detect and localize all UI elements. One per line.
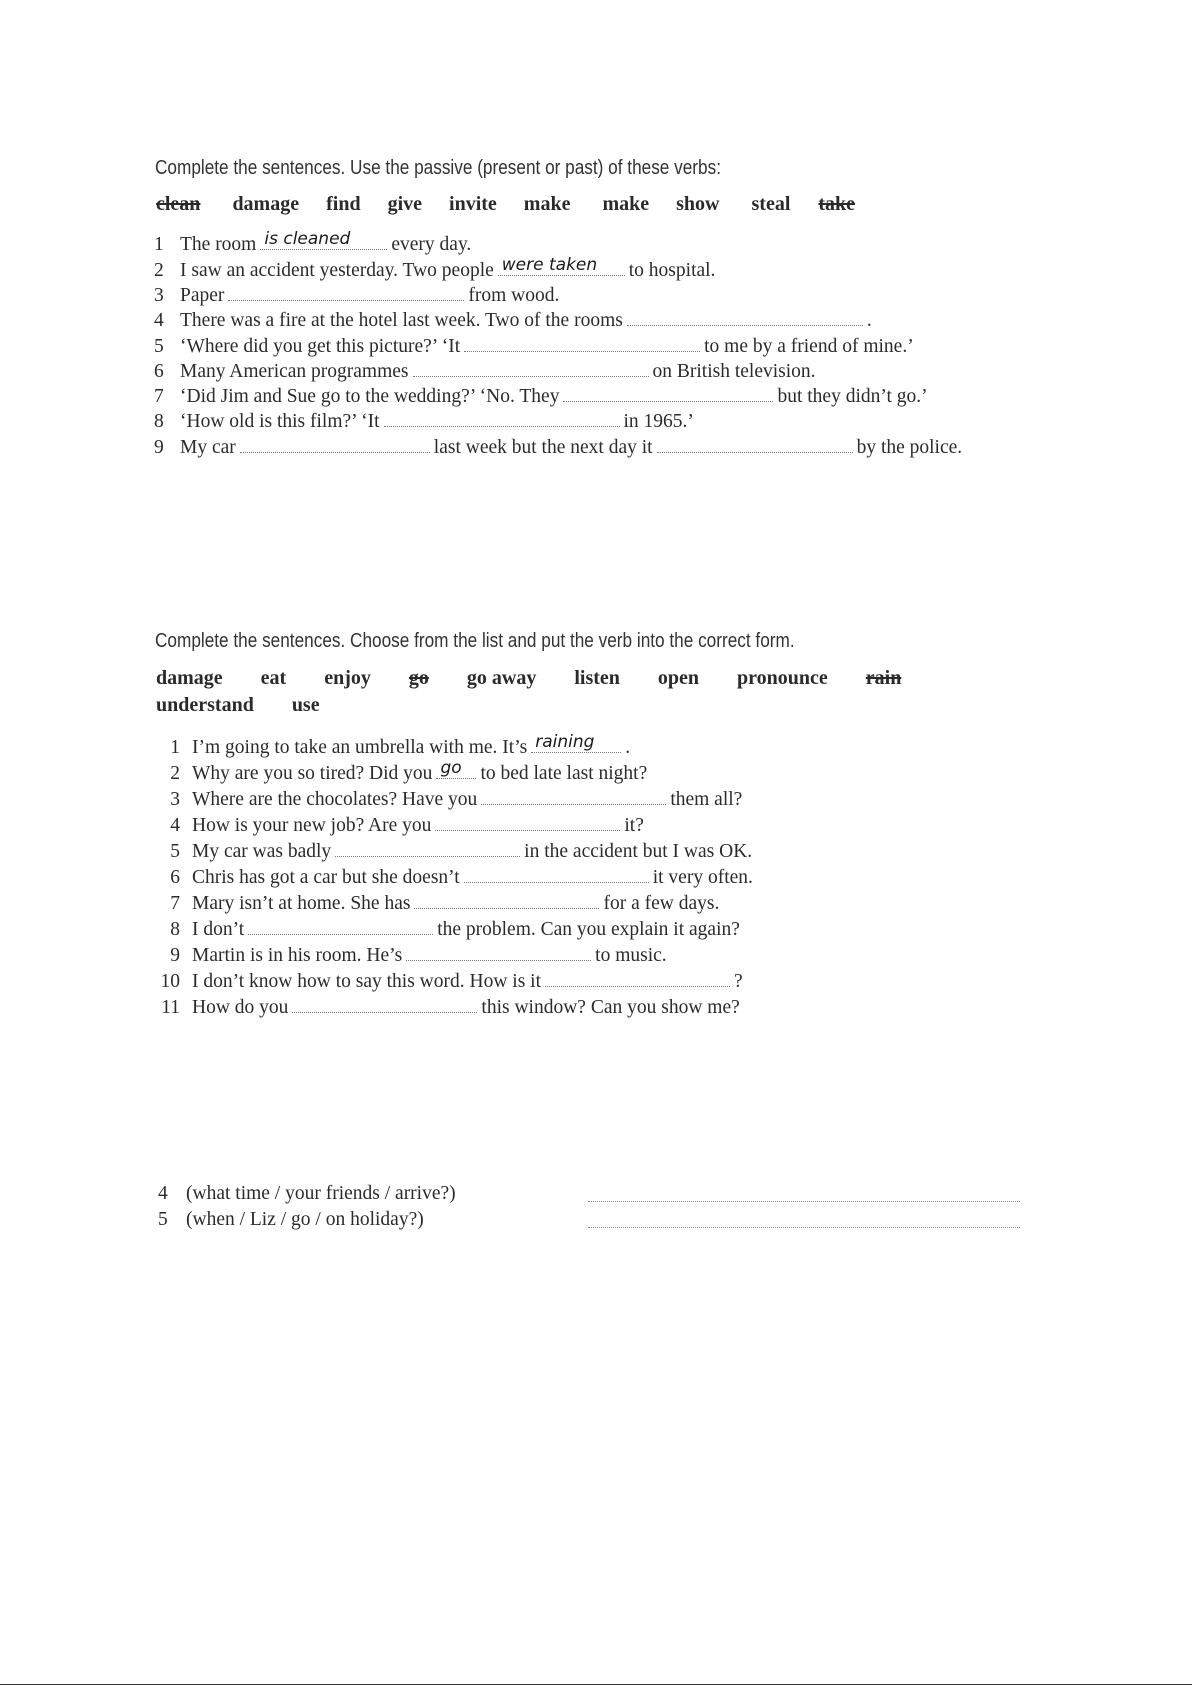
answer-blank[interactable] [627,307,863,326]
exercise2-word-list-row2 [156,694,320,717]
answer-blank[interactable] [657,434,853,453]
exercise2-item: 9 Martin is in his room. He’s to music. [154,942,667,968]
exercise2-item: 1 I’m going to take an umbrella with me. It’s raining . [170,732,631,758]
answer-blank[interactable] [481,786,666,805]
answer-blank[interactable] [384,408,620,427]
answer-blank[interactable] [545,968,730,987]
word-box-item: understand [156,694,254,716]
word-box-item: rain [865,667,902,689]
exercise2-item: 8 I don’t the problem. Can you explain it again? [154,916,740,942]
answer-blank[interactable] [248,916,433,935]
word-box-item: damage [156,667,223,689]
word-box-item: find [326,193,361,215]
exercise2-item: 6 Chris has got a car but she doesn’t it very often. [154,864,753,890]
answer-blank[interactable] [240,434,430,453]
exercise2-word-list-row1 [156,667,901,690]
handwritten-answer: raining [535,732,595,752]
answer-line[interactable] [588,1201,1020,1202]
word-box-item: open [657,667,700,689]
exercise1-item: 1 The room is cleaned every day. [154,229,472,255]
word-box-item: make [523,193,571,215]
exercise1-instruction: Complete the sentences. Use the passive (present or past) of these verbs: [155,157,721,179]
answer-blank[interactable] [464,333,700,352]
exercise2-instruction: Complete the sentences. Choose from the list and put the verb into the correct form. [155,630,795,652]
exercise2-item: 10 I don’t know how to say this word. How is it ? [154,968,743,994]
answer-blank[interactable] [292,994,477,1013]
exercise3-item: 5 (when / Liz / go / on holiday?) [158,1209,424,1230]
exercise1-word-list [156,193,855,216]
word-box-item: use [291,694,320,716]
exercise1-item: 7 ‘Did Jim and Sue go to the wedding?’ ‘No. They but they didn’t go.’ [154,383,928,409]
exercise2-item: 4 How is your new job? Are you it? [154,812,644,838]
word-box-item: steal [751,193,791,215]
handwritten-answer: go [440,758,462,778]
exercise1-item: 2 I saw an accident yesterday. Two people were taken to hospital. [154,255,716,281]
answer-blank[interactable] [228,282,464,301]
exercise3-item: 4 (what time / your friends / arrive?) [158,1183,456,1204]
word-box-item: listen [574,667,620,689]
word-box-item: go away [466,667,537,689]
word-box-item: eat [260,667,287,689]
word-box-item: go [408,667,429,689]
answer-blank[interactable] [406,942,591,961]
handwritten-answer: is cleaned [264,229,351,249]
answer-blank[interactable] [414,890,599,909]
exercise1-item: 9 My car last week but the next day it by the police. [154,434,962,460]
exercise1-item: 8 ‘How old is this film?’ ‘It in 1965.’ [154,408,694,434]
handwritten-answer: were taken [501,255,598,275]
exercise2-item: 11 How do you this window? Can you show me? [154,994,740,1020]
answer-blank[interactable] [413,358,649,377]
answer-blank[interactable] [436,760,476,779]
word-box-item: show [676,193,720,215]
answer-blank[interactable] [498,257,625,276]
answer-line[interactable] [588,1227,1020,1228]
answer-blank[interactable] [464,864,649,883]
answer-blank[interactable] [260,231,387,250]
word-box-item: take [818,193,856,215]
word-box-item: pronounce [737,667,828,689]
answer-blank[interactable] [435,812,620,831]
word-box-item: damage [232,193,300,215]
exercise2-item: 3 Where are the chocolates? Have you them all? [154,786,742,812]
exercise2-item: 2 Why are you so tired? Did you go to bed late last night? [170,758,648,784]
word-box-item: make [602,193,650,215]
exercise1-item: 4 There was a fire at the hotel last week. Two of the rooms . [154,307,872,333]
word-box-item: invite [449,193,497,215]
answer-blank[interactable] [335,838,520,857]
answer-blank[interactable] [563,383,773,402]
exercise1-item: 5 ‘Where did you get this picture?’ ‘It to me by a friend of mine.’ [154,333,914,359]
exercise1-item: 6 Many American programmes on British television. [154,358,816,384]
word-box-item: give [387,193,423,215]
exercise1-item: 3 Paper from wood. [154,282,559,308]
word-box-item: enjoy [324,667,371,689]
exercise2-item: 5 My car was badly in the accident but I was OK. [154,838,752,864]
answer-blank[interactable] [531,734,621,753]
exercise2-item: 7 Mary isn’t at home. She has for a few days. [154,890,719,916]
word-box-item: clean [156,193,201,215]
